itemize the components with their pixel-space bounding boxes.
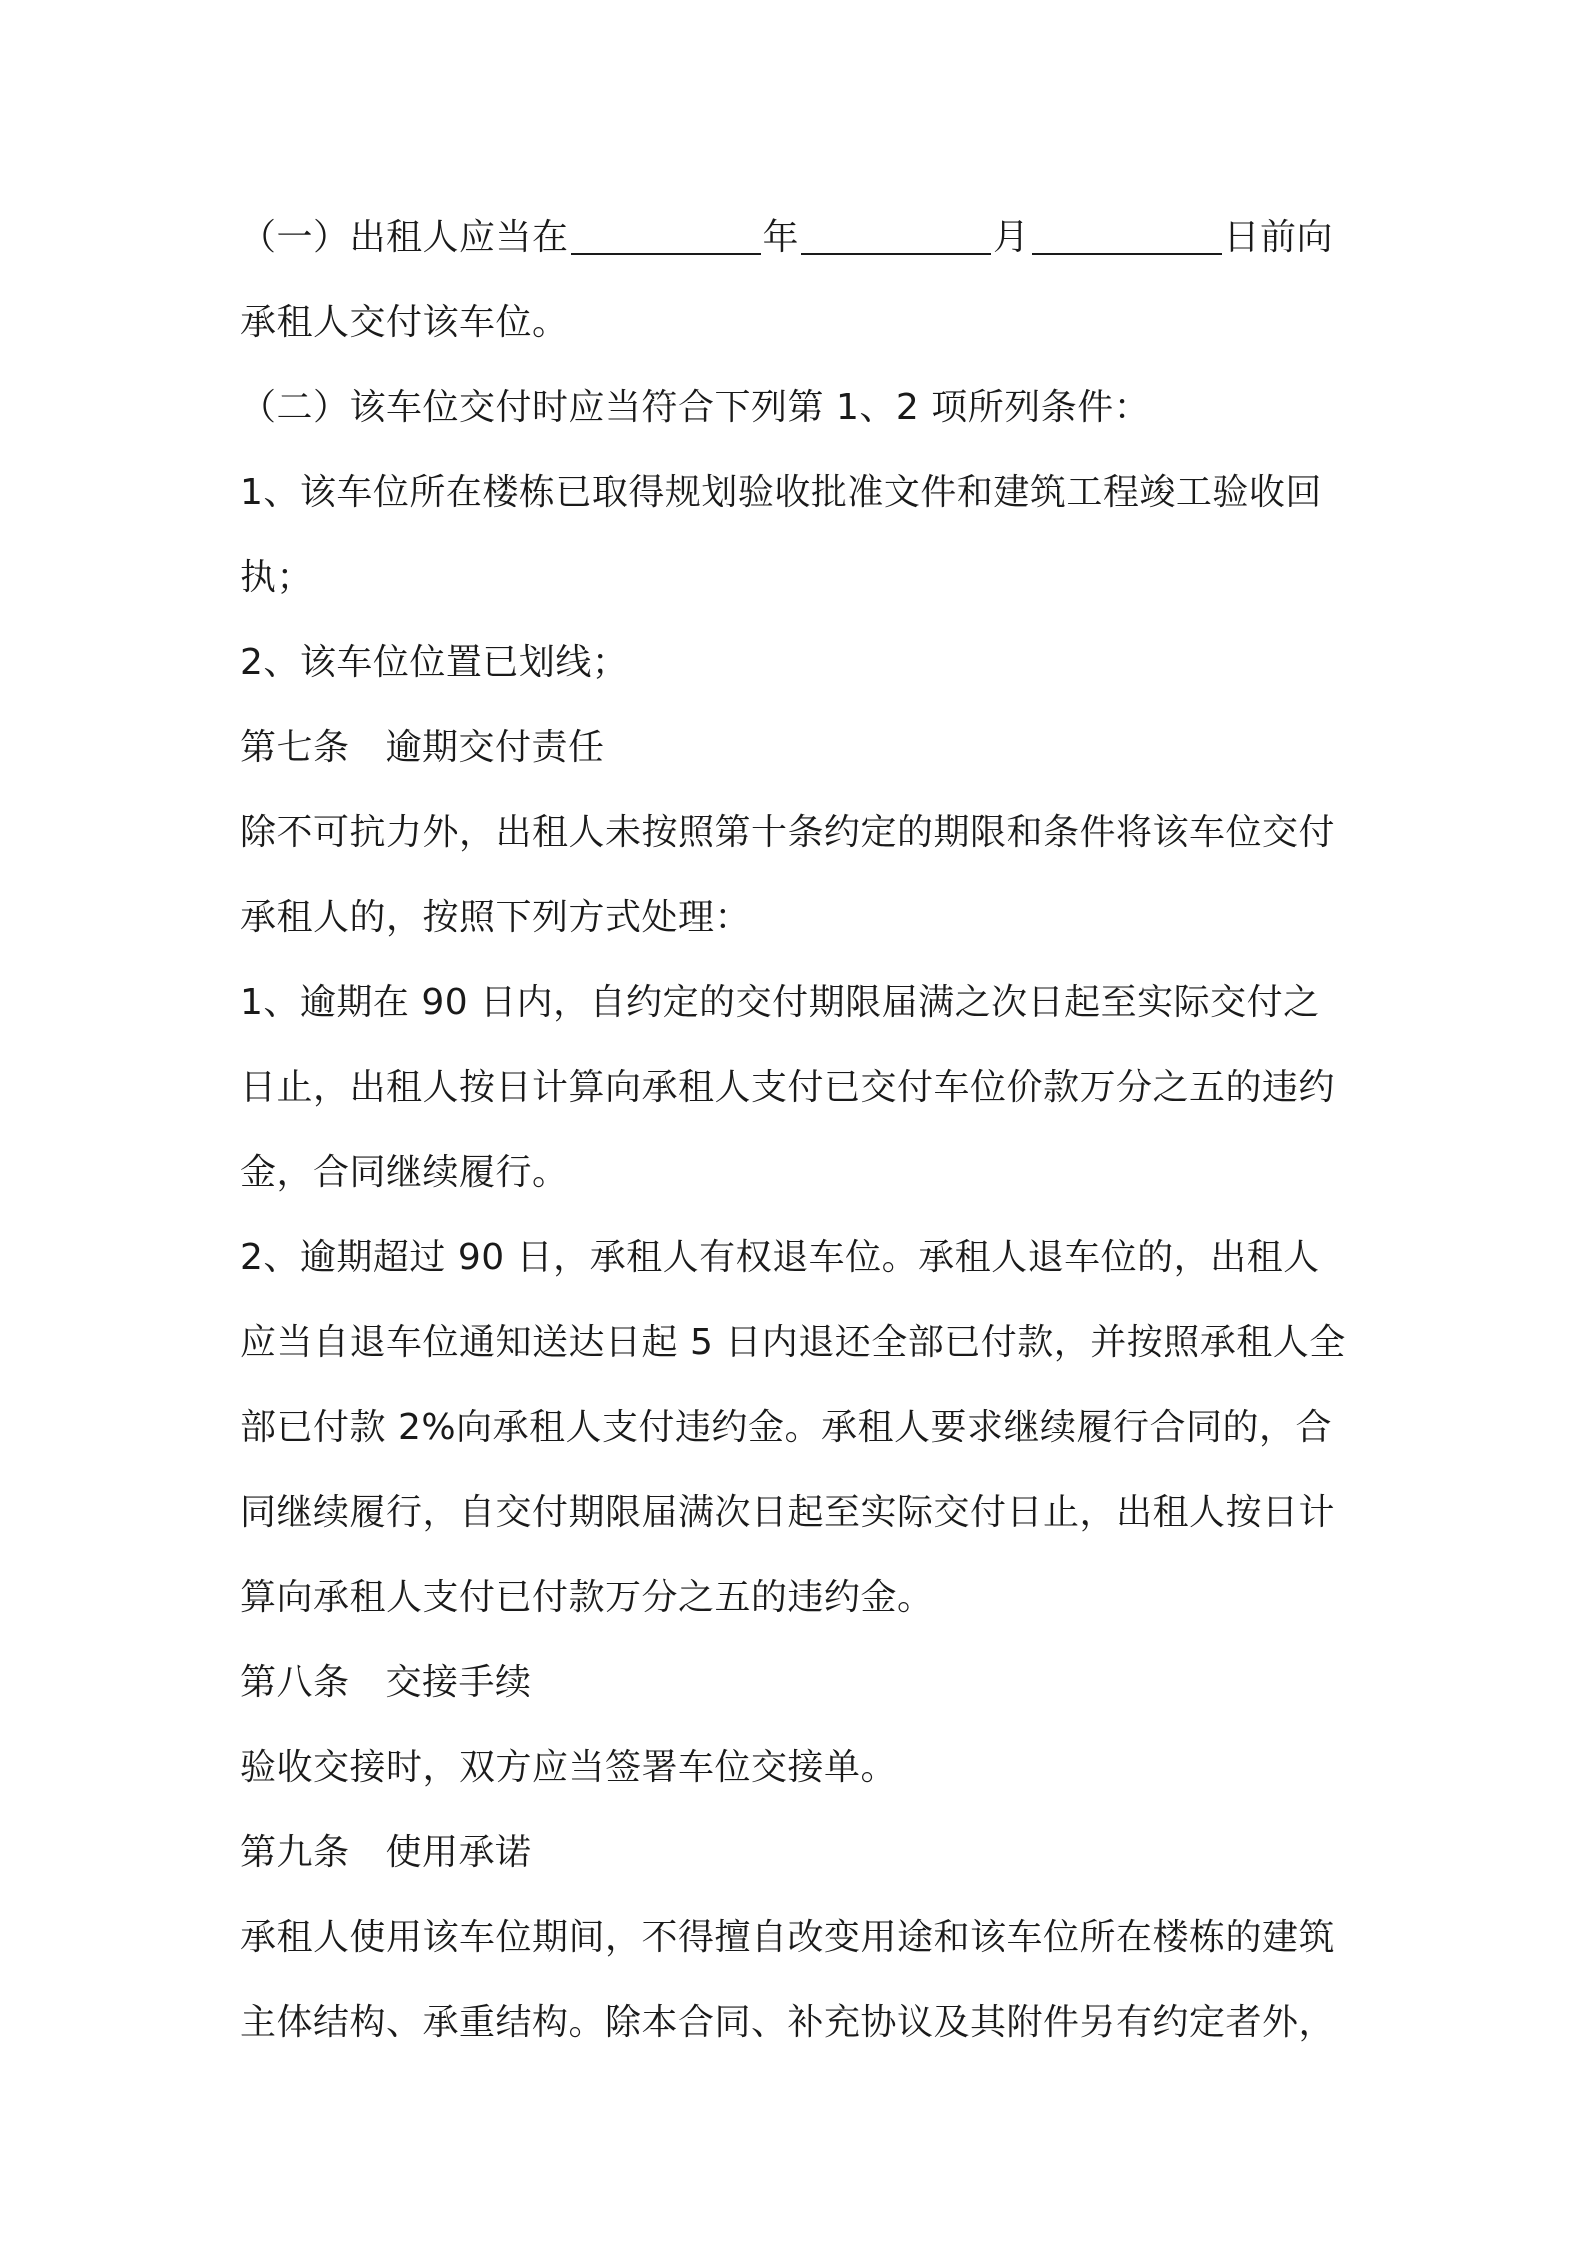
paragraph-line: 2、该车位位置已划线；: [240, 642, 629, 683]
paragraph-line: 日止，出租人按日计算向承租人支付已交付车位价款万分之五的违约: [240, 1067, 1336, 1108]
paragraph-line: 承租人使用该车位期间，不得擅自改变用途和该车位所在楼栋的建筑: [240, 1917, 1336, 1958]
article-title: 使用承诺: [385, 1832, 532, 1873]
paragraph-line: 2、逾期超过 90 日，承租人有权退车位。承租人退车位的，出租人: [240, 1237, 1320, 1278]
paragraph-line: 算向承租人支付已付款万分之五的违约金。: [240, 1577, 934, 1618]
document-body: [240, 195, 1350, 2065]
paragraph-line: （二）该车位交付时应当符合下列第 1、2 项所列条件：: [240, 387, 1151, 428]
article-number: 第八条: [240, 1662, 350, 1703]
paragraph-line: 主体结构、承重结构。除本合同、补充协议及其附件另有约定者外，: [240, 2002, 1336, 2043]
paragraph-line: 验收交接时，双方应当签署车位交接单。: [240, 1747, 898, 1788]
article-9-heading: [240, 1810, 1350, 1895]
paragraph-line: 1、逾期在 90 日内，自约定的交付期限届满之次日起至实际交付之: [240, 982, 1320, 1023]
article-7-heading: [240, 705, 1350, 790]
article-number: 第七条: [240, 727, 350, 768]
delivery-clause-1-text: （一）出租人应当在: [240, 217, 569, 258]
month-label: 月: [993, 217, 1030, 258]
paragraph-line: 除不可抗力外，出租人未按照第十条约定的期限和条件将该车位交付: [240, 812, 1336, 853]
delivery-day-blank: [1032, 217, 1222, 255]
article-title: 交接手续: [385, 1662, 532, 1703]
article-8-heading: [240, 1640, 1350, 1725]
delivery-month-blank: [801, 217, 991, 255]
paragraph-line: 承租人的，按照下列方式处理：: [240, 897, 752, 938]
delivery-year-blank: [571, 217, 761, 255]
paragraph-line: 应当自退车位通知送达日起 5 日内退还全部已付款，并按照承租人全: [240, 1322, 1346, 1363]
paragraph-line: 执；: [240, 557, 314, 598]
delivery-date-line: [240, 195, 1350, 280]
year-label: 年: [762, 217, 800, 258]
paragraph-line: 同继续履行，自交付期限届满次日起至实际交付日止，出租人按日计: [240, 1492, 1336, 1533]
day-label: 日前向: [1223, 217, 1334, 258]
article-title: 逾期交付责任: [385, 727, 605, 768]
paragraph-line: 金，合同继续履行。: [240, 1152, 569, 1193]
paragraph-line: 1、该车位所在楼栋已取得规划验收批准文件和建筑工程竣工验收回: [240, 472, 1322, 513]
article-number: 第九条: [240, 1832, 350, 1873]
paragraph-line: 部已付款 2%向承租人支付违约金。承租人要求继续履行合同的，合: [240, 1407, 1333, 1448]
paragraph-line: 承租人交付该车位。: [240, 302, 569, 343]
